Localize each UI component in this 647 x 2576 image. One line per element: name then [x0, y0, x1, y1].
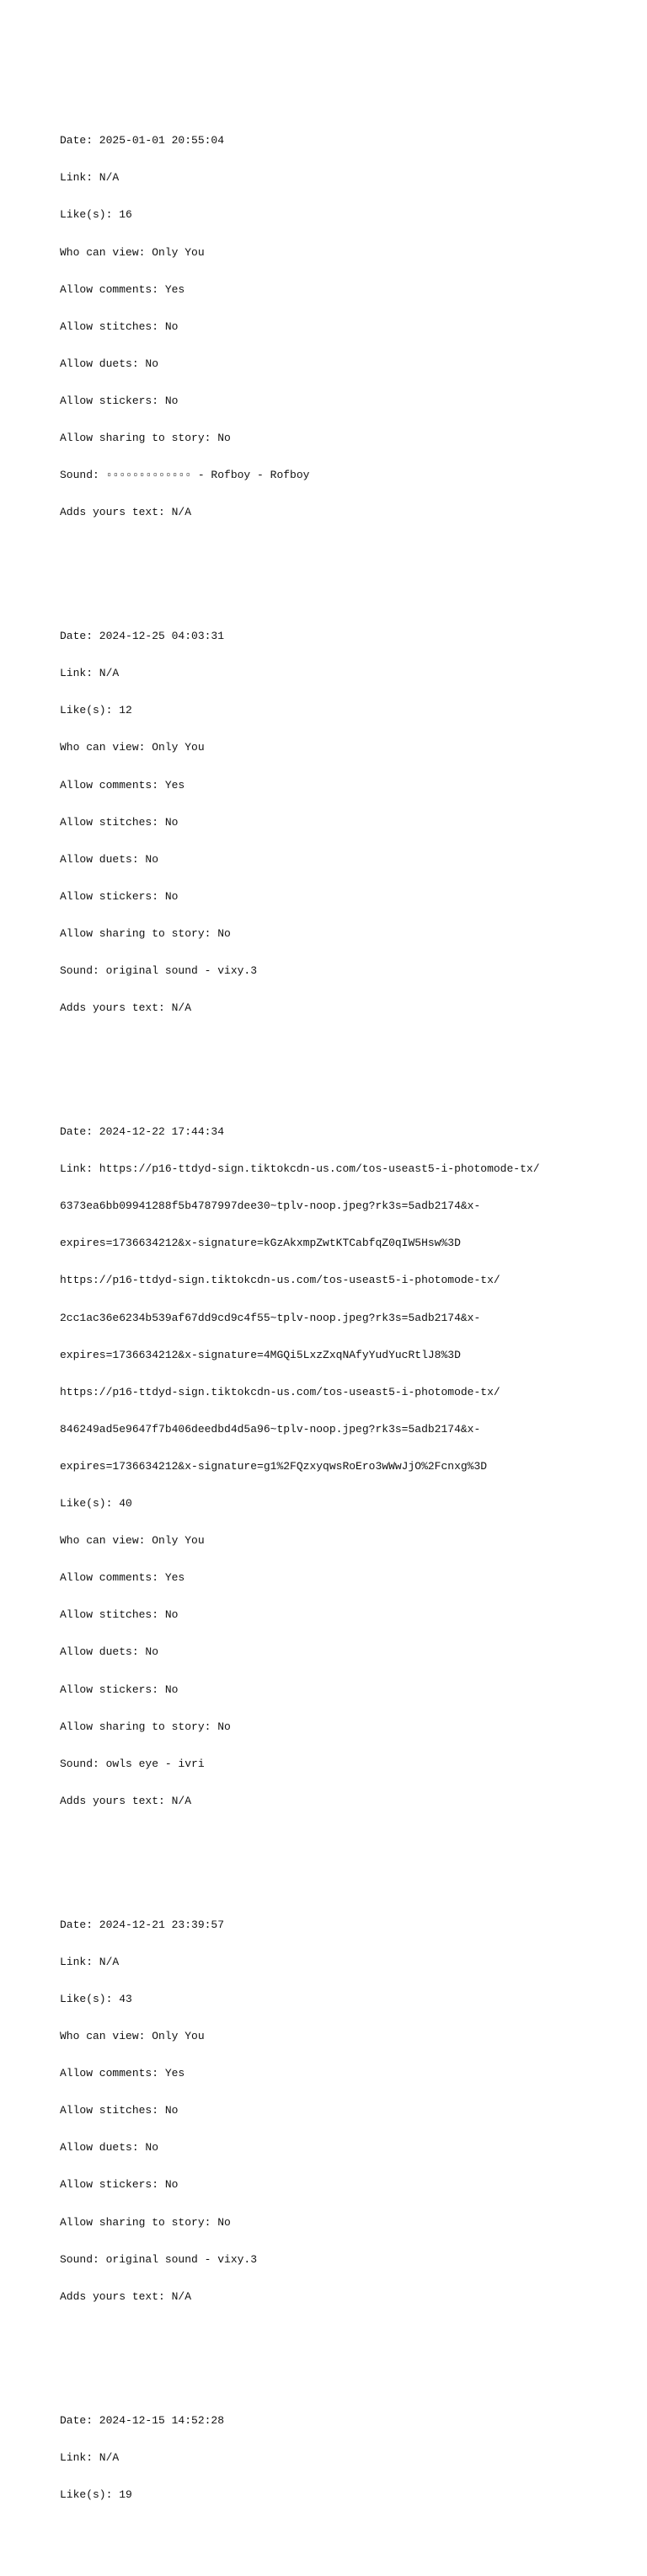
record-allow-duets: Allow duets: No	[60, 2141, 159, 2155]
record-allow-duets: Allow duets: No	[60, 357, 159, 370]
record-adds-yours: Adds yours text: N/A	[60, 2289, 192, 2303]
record-allow-duets: Allow duets: No	[60, 852, 159, 866]
record-link: Link: N/A	[60, 1955, 120, 1968]
record-allow-stitches: Allow stitches: No	[60, 2104, 179, 2117]
record-adds-yours: Adds yours text: N/A	[60, 1794, 192, 1807]
record-link-line: 846249ad5e9647f7b406deedbd4d5a96~tplv-noop.jpeg?rk3s=5adb2174&x-	[60, 1422, 481, 1436]
post-record	[60, 110, 633, 544]
record-allow-comments: Allow comments: Yes	[60, 1571, 185, 1585]
record-allow-sharing: Allow sharing to story: No	[60, 431, 231, 444]
record-who-can-view: Who can view: Only You	[60, 741, 205, 754]
record-adds-yours: Adds yours text: N/A	[60, 1001, 192, 1015]
record-likes: Like(s): 43	[60, 1992, 132, 2005]
record-allow-duets: Allow duets: No	[60, 1645, 159, 1659]
record-link: Link: N/A	[60, 171, 120, 185]
record-allow-comments: Allow comments: Yes	[60, 778, 185, 792]
record-allow-stitches: Allow stitches: No	[60, 1608, 179, 1622]
record-allow-stickers: Allow stickers: No	[60, 394, 179, 407]
record-allow-stitches: Allow stitches: No	[60, 319, 179, 333]
record-allow-stitches: Allow stitches: No	[60, 815, 179, 829]
record-date: Date: 2025-01-01 20:55:04	[60, 134, 225, 148]
record-date: Date: 2024-12-25 04:03:31	[60, 630, 225, 643]
post-record	[60, 1894, 633, 2327]
record-allow-stickers: Allow stickers: No	[60, 889, 179, 903]
record-sound: Sound: original sound - vixy.3	[60, 2252, 258, 2266]
record-likes: Like(s): 12	[60, 704, 132, 717]
record-link-line: expires=1736634212&x-signature=4MGQi5LxzZxqNAfyYudYucRtlJ8%3D	[60, 1348, 461, 1361]
record-date: Date: 2024-12-22 17:44:34	[60, 1125, 225, 1139]
record-link-line: https://p16-ttdyd-sign.tiktokcdn-us.com/tos-useast5-i-photomode-tx/	[60, 1385, 500, 1398]
record-sound: Sound: ▫▫▫▫▫▫▫▫▫▫▫▫▫ - Rofboy - Rofboy	[60, 469, 310, 482]
record-who-can-view: Who can view: Only You	[60, 2030, 205, 2043]
post-record	[60, 2390, 633, 2526]
record-allow-sharing: Allow sharing to story: No	[60, 2215, 231, 2229]
record-link-line: 6373ea6bb09941288f5b4787997dee30~tplv-noop.jpeg?rk3s=5adb2174&x-	[60, 1199, 481, 1213]
record-allow-stickers: Allow stickers: No	[60, 2178, 179, 2192]
record-link: Link: N/A	[60, 2450, 120, 2464]
record-adds-yours: Adds yours text: N/A	[60, 506, 192, 519]
record-sound: Sound: owls eye - ivri	[60, 1757, 205, 1770]
record-allow-sharing: Allow sharing to story: No	[60, 926, 231, 940]
record-likes: Like(s): 19	[60, 2487, 132, 2501]
post-record	[60, 1102, 633, 1833]
record-allow-comments: Allow comments: Yes	[60, 2067, 185, 2080]
record-date: Date: 2024-12-21 23:39:57	[60, 1918, 225, 1931]
record-date: Date: 2024-12-15 14:52:28	[60, 2413, 225, 2427]
record-allow-comments: Allow comments: Yes	[60, 282, 185, 296]
record-link-line: Link: https://p16-ttdyd-sign.tiktokcdn-us.com/tos-useast5-i-photomode-tx/	[60, 1162, 540, 1176]
record-link-line: https://p16-ttdyd-sign.tiktokcdn-us.com/tos-useast5-i-photomode-tx/	[60, 1274, 500, 1287]
record-link: Link: N/A	[60, 667, 120, 680]
record-allow-sharing: Allow sharing to story: No	[60, 1720, 231, 1733]
record-who-can-view: Who can view: Only You	[60, 1534, 205, 1548]
record-sound: Sound: original sound - vixy.3	[60, 964, 258, 977]
record-who-can-view: Who can view: Only You	[60, 245, 205, 259]
record-link-line: expires=1736634212&x-signature=g1%2FQzxyqwsRoEro3wWwJjO%2Fcnxg%3D	[60, 1459, 488, 1473]
record-link-line: expires=1736634212&x-signature=kGzAkxmpZwtKTCabfqZ0qIW5Hsw%3D	[60, 1237, 461, 1250]
post-record	[60, 606, 633, 1039]
record-likes: Like(s): 16	[60, 208, 132, 222]
document-body	[60, 61, 633, 2576]
record-link-line: 2cc1ac36e6234b539af67dd9cd9c4f55~tplv-noop.jpeg?rk3s=5adb2174&x-	[60, 1311, 481, 1324]
record-allow-stickers: Allow stickers: No	[60, 1682, 179, 1696]
record-likes: Like(s): 40	[60, 1497, 132, 1511]
